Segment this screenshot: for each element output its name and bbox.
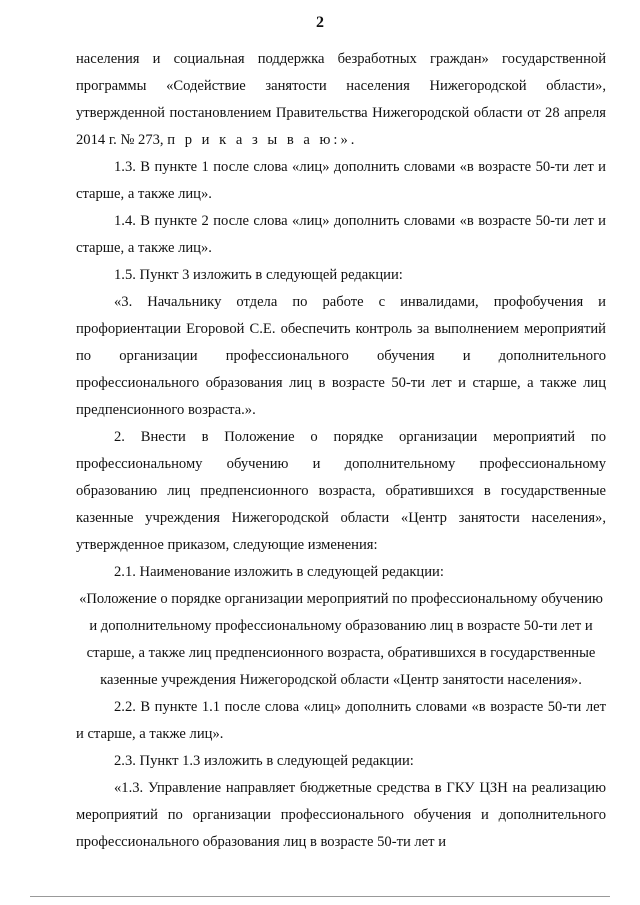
paragraph-2-3: 2.3. Пункт 1.3 изложить в следующей редакции:	[114, 753, 414, 769]
page-bottom-rule	[30, 896, 610, 897]
document-body	[76, 46, 606, 856]
paragraph-title-quote: «Положение о порядке организации мероприятий по профессиональному обучению и дополнительному профессиональному образованию лиц в возрасте 50-ти лет и старше, а также лиц предпенсионного возраста, обратившихся в государственные казенные учреждения Нижегородской области «Центр занятости населения».	[79, 591, 603, 688]
page-number: 2	[316, 14, 324, 31]
paragraph-2-1: 2.1. Наименование изложить в следующей редакции:	[114, 564, 444, 580]
paragraph-quote-3: «3. Начальнику отдела по работе с инвалидами, профобучения и профориентации Егоровой С.Е. обеспечить контроль за выполнением мероприятий по организации профессионального обучения и дополнительного профессионального образования лиц в возрасте 50-ти лет и старше, а также лиц предпенсионного возраста.».	[76, 294, 606, 418]
paragraph-2: 2. Внести в Положение о порядке организации мероприятий по профессиональному обучению и дополнительному профессиональному образованию лиц предпенсионного возраста, обратившихся в государственные казенные учреждения Нижегородской области «Центр занятости населения», утвержденное приказом, следующие изменения:	[76, 429, 606, 553]
paragraph-2-2: 2.2. В пункте 1.1 после слова «лиц» дополнить словами «в возрасте 50-ти лет и старше, а также лиц».	[76, 699, 606, 742]
paragraph-quote-1-3: «1.3. Управление направляет бюджетные средства в ГКУ ЦЗН на реализацию мероприятий по организации профессионального обучения и дополнительного профессионального образования лиц в возрасте 50-ти лет и	[76, 780, 606, 850]
paragraph-1-4: 1.4. В пункте 2 после слова «лиц» дополнить словами «в возрасте 50-ти лет и старше, а также лиц».	[76, 213, 606, 256]
paragraph-1-5: 1.5. Пункт 3 изложить в следующей редакции:	[114, 267, 403, 283]
order-word: п р и к а з ы в а ю:».	[167, 132, 358, 148]
paragraph-intro: населения и социальная поддержка безработных граждан» государственной программы «Содействие занятости населения Нижегородской области», утвержденной постановлением Правительства Нижегородской области от 28 апреля 2014 г. № 273, п р и к а з ы в а ю:».	[76, 51, 606, 148]
paragraph-1-3: 1.3. В пункте 1 после слова «лиц» дополнить словами «в возрасте 50-ти лет и старше, а также лиц».	[76, 159, 606, 202]
